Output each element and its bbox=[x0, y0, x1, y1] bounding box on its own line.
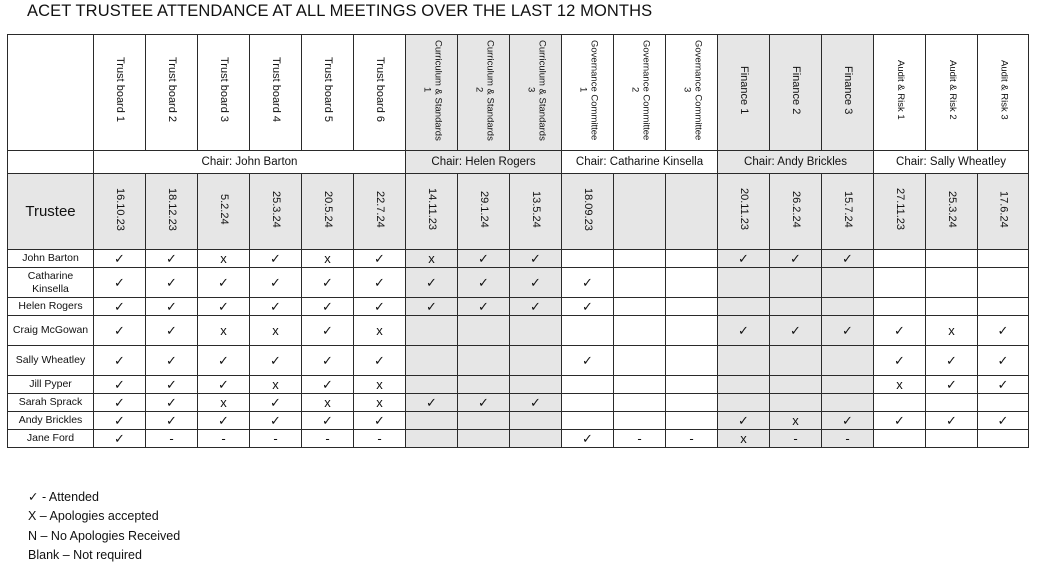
attendance-cell bbox=[874, 250, 926, 268]
attendance-cell: ✓ bbox=[198, 298, 250, 316]
attendance-cell: ✓ bbox=[458, 298, 510, 316]
trustee-name: Helen Rogers bbox=[8, 298, 94, 316]
table-row bbox=[8, 298, 1029, 316]
legend-not-required: Blank – Not required bbox=[28, 547, 142, 562]
attendance-cell bbox=[822, 268, 874, 298]
attendance-cell: ✓ bbox=[926, 412, 978, 430]
trustee-column-header: Trustee bbox=[8, 174, 94, 250]
meeting-date: 22.7.24 bbox=[354, 174, 406, 250]
attendance-cell bbox=[406, 430, 458, 448]
attendance-cell bbox=[510, 316, 562, 346]
attendance-cell: ✓ bbox=[926, 346, 978, 376]
attendance-cell bbox=[822, 298, 874, 316]
meeting-header: Finance 2 bbox=[770, 35, 822, 151]
attendance-cell: ✓ bbox=[718, 250, 770, 268]
attendance-cell bbox=[822, 346, 874, 376]
attendance-cell: ✓ bbox=[94, 394, 146, 412]
attendance-cell bbox=[406, 346, 458, 376]
trustee-name: Sarah Sprack bbox=[8, 394, 94, 412]
meeting-header: Finance 1 bbox=[718, 35, 770, 151]
trustee-name: Jane Ford bbox=[8, 430, 94, 448]
attendance-cell bbox=[874, 268, 926, 298]
attendance-cell: ✓ bbox=[146, 316, 198, 346]
attendance-cell bbox=[978, 250, 1029, 268]
table-row bbox=[8, 376, 1029, 394]
attendance-cell bbox=[562, 394, 614, 412]
attendance-cell bbox=[406, 376, 458, 394]
legend-attended: ✓ - Attended bbox=[28, 490, 99, 504]
attendance-cell bbox=[458, 376, 510, 394]
meeting-date: 18.12.23 bbox=[146, 174, 198, 250]
attendance-cell: x bbox=[718, 430, 770, 448]
attendance-cell: ✓ bbox=[302, 268, 354, 298]
attendance-cell bbox=[614, 376, 666, 394]
meeting-header: Curriculum & Standards 2 bbox=[458, 35, 510, 151]
attendance-cell: x bbox=[406, 250, 458, 268]
attendance-cell bbox=[406, 316, 458, 346]
attendance-cell bbox=[458, 412, 510, 430]
attendance-cell: ✓ bbox=[458, 250, 510, 268]
attendance-cell: ✓ bbox=[146, 346, 198, 376]
attendance-cell: x bbox=[198, 316, 250, 346]
attendance-cell: x bbox=[354, 394, 406, 412]
meeting-date: 29.1.24 bbox=[458, 174, 510, 250]
chair-audit-risk: Chair: Sally Wheatley bbox=[874, 151, 1029, 174]
attendance-cell bbox=[562, 412, 614, 430]
meeting-date: 18.09.23 bbox=[562, 174, 614, 250]
attendance-cell bbox=[926, 430, 978, 448]
attendance-cell: ✓ bbox=[146, 298, 198, 316]
attendance-cell bbox=[562, 376, 614, 394]
attendance-cell: ✓ bbox=[510, 250, 562, 268]
attendance-cell: ✓ bbox=[146, 268, 198, 298]
chair-governance: Chair: Catharine Kinsella bbox=[562, 151, 718, 174]
attendance-cell bbox=[666, 268, 718, 298]
table-row bbox=[8, 394, 1029, 412]
attendance-cell: ✓ bbox=[250, 298, 302, 316]
attendance-cell bbox=[978, 394, 1029, 412]
attendance-cell: ✓ bbox=[822, 316, 874, 346]
attendance-cell bbox=[614, 394, 666, 412]
attendance-cell: ✓ bbox=[458, 268, 510, 298]
attendance-cell bbox=[978, 430, 1029, 448]
table-row bbox=[8, 316, 1029, 346]
attendance-cell bbox=[666, 316, 718, 346]
attendance-cell: ✓ bbox=[94, 412, 146, 430]
attendance-cell: ✓ bbox=[718, 412, 770, 430]
attendance-cell bbox=[770, 268, 822, 298]
attendance-cell: ✓ bbox=[146, 250, 198, 268]
attendance-cell bbox=[770, 346, 822, 376]
attendance-cell: - bbox=[770, 430, 822, 448]
attendance-cell: ✓ bbox=[94, 346, 146, 376]
legend bbox=[28, 488, 180, 565]
trustee-name: John Barton bbox=[8, 250, 94, 268]
attendance-cell bbox=[718, 394, 770, 412]
attendance-cell: ✓ bbox=[146, 394, 198, 412]
attendance-cell: ✓ bbox=[562, 430, 614, 448]
meeting-date: 13.5.24 bbox=[510, 174, 562, 250]
attendance-cell bbox=[614, 268, 666, 298]
attendance-cell: ✓ bbox=[354, 298, 406, 316]
table-row bbox=[8, 268, 1029, 298]
attendance-cell bbox=[926, 250, 978, 268]
attendance-cell bbox=[926, 298, 978, 316]
meeting-date: 16.10.23 bbox=[94, 174, 146, 250]
trustee-name: Craig McGowan bbox=[8, 316, 94, 346]
attendance-cell: ✓ bbox=[250, 394, 302, 412]
corner-cell bbox=[8, 35, 94, 151]
attendance-cell bbox=[874, 394, 926, 412]
attendance-cell bbox=[666, 412, 718, 430]
meeting-header-row bbox=[8, 35, 1029, 151]
attendance-cell: ✓ bbox=[978, 376, 1029, 394]
meeting-date: 26.2.24 bbox=[770, 174, 822, 250]
chair-row bbox=[8, 151, 1029, 174]
attendance-cell: ✓ bbox=[354, 250, 406, 268]
attendance-cell: ✓ bbox=[406, 298, 458, 316]
attendance-cell: - bbox=[302, 430, 354, 448]
meeting-header: Trust board 4 bbox=[250, 35, 302, 151]
attendance-cell: ✓ bbox=[94, 376, 146, 394]
meeting-header: Trust board 2 bbox=[146, 35, 198, 151]
attendance-cell: - bbox=[354, 430, 406, 448]
table-row bbox=[8, 412, 1029, 430]
meeting-date: 27.11.23 bbox=[874, 174, 926, 250]
meeting-date: 17.6.24 bbox=[978, 174, 1029, 250]
attendance-cell: ✓ bbox=[94, 316, 146, 346]
attendance-cell: ✓ bbox=[770, 316, 822, 346]
meeting-header: Finance 3 bbox=[822, 35, 874, 151]
attendance-cell bbox=[510, 346, 562, 376]
attendance-table bbox=[7, 34, 1029, 448]
meeting-header: Audit & Risk 1 bbox=[874, 35, 926, 151]
attendance-cell: ✓ bbox=[978, 346, 1029, 376]
attendance-cell: - bbox=[146, 430, 198, 448]
attendance-cell bbox=[718, 346, 770, 376]
attendance-cell bbox=[822, 376, 874, 394]
attendance-cell: - bbox=[822, 430, 874, 448]
attendance-cell: ✓ bbox=[146, 376, 198, 394]
attendance-cell: ✓ bbox=[874, 412, 926, 430]
meeting-header: Curriculum & Standards 3 bbox=[510, 35, 562, 151]
attendance-cell: ✓ bbox=[198, 412, 250, 430]
meeting-date: 25.3.24 bbox=[250, 174, 302, 250]
meeting-header: Trust board 6 bbox=[354, 35, 406, 151]
attendance-cell: ✓ bbox=[354, 268, 406, 298]
attendance-cell: ✓ bbox=[562, 268, 614, 298]
meeting-header: Trust board 5 bbox=[302, 35, 354, 151]
attendance-cell: ✓ bbox=[94, 250, 146, 268]
attendance-cell bbox=[718, 268, 770, 298]
attendance-cell bbox=[718, 376, 770, 394]
attendance-cell bbox=[666, 298, 718, 316]
meeting-header: Audit & Risk 2 bbox=[926, 35, 978, 151]
meeting-date: 20.11.23 bbox=[718, 174, 770, 250]
attendance-cell bbox=[926, 268, 978, 298]
attendance-cell: ✓ bbox=[510, 298, 562, 316]
meeting-header: Curriculum & Standards 1 bbox=[406, 35, 458, 151]
attendance-cell: ✓ bbox=[874, 316, 926, 346]
meeting-date: 5.2.24 bbox=[198, 174, 250, 250]
attendance-cell: - bbox=[250, 430, 302, 448]
attendance-cell bbox=[770, 298, 822, 316]
chair-trust-board: Chair: John Barton bbox=[94, 151, 406, 174]
meeting-header: Governance Committee 2 bbox=[614, 35, 666, 151]
attendance-cell bbox=[510, 412, 562, 430]
meeting-header: Trust board 3 bbox=[198, 35, 250, 151]
meeting-header: Trust board 1 bbox=[94, 35, 146, 151]
attendance-cell: x bbox=[926, 316, 978, 346]
attendance-cell bbox=[510, 376, 562, 394]
attendance-cell: ✓ bbox=[822, 412, 874, 430]
attendance-cell: ✓ bbox=[978, 412, 1029, 430]
attendance-cell: ✓ bbox=[354, 412, 406, 430]
attendance-cell: ✓ bbox=[458, 394, 510, 412]
attendance-cell: - bbox=[198, 430, 250, 448]
attendance-cell bbox=[666, 346, 718, 376]
attendance-cell: ✓ bbox=[198, 346, 250, 376]
meeting-date: 20.5.24 bbox=[302, 174, 354, 250]
attendance-cell: ✓ bbox=[250, 346, 302, 376]
chair-row-blank bbox=[8, 151, 94, 174]
attendance-cell: ✓ bbox=[198, 268, 250, 298]
attendance-cell: ✓ bbox=[198, 376, 250, 394]
trustee-name: Jill Pyper bbox=[8, 376, 94, 394]
attendance-cell: ✓ bbox=[354, 346, 406, 376]
table-row bbox=[8, 346, 1029, 376]
attendance-cell: ✓ bbox=[302, 316, 354, 346]
attendance-cell: ✓ bbox=[822, 250, 874, 268]
attendance-cell bbox=[770, 376, 822, 394]
legend-apologies-accepted: X – Apologies accepted bbox=[28, 509, 159, 524]
attendance-cell bbox=[666, 376, 718, 394]
attendance-cell bbox=[666, 394, 718, 412]
trustee-name: Catharine Kinsella bbox=[8, 268, 94, 298]
attendance-cell: ✓ bbox=[718, 316, 770, 346]
attendance-cell: x bbox=[250, 376, 302, 394]
attendance-cell: x bbox=[302, 394, 354, 412]
attendance-cell: ✓ bbox=[770, 250, 822, 268]
attendance-cell: x bbox=[198, 250, 250, 268]
trustee-rows bbox=[8, 250, 1029, 448]
trustee-name: Sally Wheatley bbox=[8, 346, 94, 376]
attendance-cell bbox=[614, 346, 666, 376]
attendance-cell: ✓ bbox=[302, 346, 354, 376]
attendance-cell: ✓ bbox=[94, 298, 146, 316]
attendance-cell: x bbox=[198, 394, 250, 412]
meeting-date bbox=[614, 174, 666, 250]
attendance-cell: ✓ bbox=[926, 376, 978, 394]
meeting-header: Audit & Risk 3 bbox=[978, 35, 1029, 151]
attendance-cell bbox=[614, 412, 666, 430]
meeting-date: 25.3.24 bbox=[926, 174, 978, 250]
attendance-cell: x bbox=[874, 376, 926, 394]
attendance-cell: x bbox=[250, 316, 302, 346]
attendance-cell: ✓ bbox=[250, 250, 302, 268]
attendance-cell: x bbox=[302, 250, 354, 268]
attendance-cell: x bbox=[354, 316, 406, 346]
attendance-cell bbox=[510, 430, 562, 448]
trustee-name: Andy Brickles bbox=[8, 412, 94, 430]
attendance-cell bbox=[666, 250, 718, 268]
meeting-header: Governance Committee 3 bbox=[666, 35, 718, 151]
meeting-date: 14.11.23 bbox=[406, 174, 458, 250]
attendance-cell bbox=[458, 316, 510, 346]
legend-no-apologies: N – No Apologies Received bbox=[28, 528, 181, 543]
attendance-cell bbox=[458, 346, 510, 376]
attendance-cell: ✓ bbox=[562, 298, 614, 316]
attendance-cell: ✓ bbox=[562, 346, 614, 376]
meeting-date bbox=[666, 174, 718, 250]
attendance-cell bbox=[926, 394, 978, 412]
attendance-cell bbox=[978, 268, 1029, 298]
attendance-cell: ✓ bbox=[250, 268, 302, 298]
attendance-cell: ✓ bbox=[406, 394, 458, 412]
attendance-cell bbox=[562, 316, 614, 346]
dates-row bbox=[8, 174, 1029, 250]
attendance-cell: ✓ bbox=[510, 394, 562, 412]
attendance-cell bbox=[874, 298, 926, 316]
chair-curriculum: Chair: Helen Rogers bbox=[406, 151, 562, 174]
attendance-cell bbox=[978, 298, 1029, 316]
attendance-cell bbox=[562, 250, 614, 268]
chair-finance: Chair: Andy Brickles bbox=[718, 151, 874, 174]
attendance-cell: x bbox=[770, 412, 822, 430]
attendance-cell: ✓ bbox=[302, 412, 354, 430]
attendance-cell bbox=[458, 430, 510, 448]
attendance-cell: x bbox=[354, 376, 406, 394]
attendance-cell: ✓ bbox=[510, 268, 562, 298]
table-row bbox=[8, 430, 1029, 448]
attendance-cell bbox=[614, 298, 666, 316]
attendance-cell bbox=[614, 250, 666, 268]
page-title: ACET TRUSTEE ATTENDANCE AT ALL MEETINGS OVER THE LAST 12 MONTHS bbox=[27, 2, 653, 20]
attendance-cell bbox=[406, 412, 458, 430]
attendance-cell: - bbox=[614, 430, 666, 448]
attendance-cell bbox=[822, 394, 874, 412]
meeting-header: Governance Committee 1 bbox=[562, 35, 614, 151]
attendance-cell bbox=[770, 394, 822, 412]
attendance-cell: ✓ bbox=[302, 298, 354, 316]
attendance-cell bbox=[718, 298, 770, 316]
attendance-cell: ✓ bbox=[978, 316, 1029, 346]
attendance-cell: - bbox=[666, 430, 718, 448]
attendance-cell: ✓ bbox=[406, 268, 458, 298]
attendance-cell: ✓ bbox=[94, 268, 146, 298]
meeting-date: 15.7.24 bbox=[822, 174, 874, 250]
attendance-cell: ✓ bbox=[250, 412, 302, 430]
table-row bbox=[8, 250, 1029, 268]
attendance-cell: ✓ bbox=[94, 430, 146, 448]
attendance-cell: ✓ bbox=[146, 412, 198, 430]
attendance-cell bbox=[614, 316, 666, 346]
attendance-cell bbox=[874, 430, 926, 448]
attendance-cell: ✓ bbox=[874, 346, 926, 376]
attendance-cell: ✓ bbox=[302, 376, 354, 394]
